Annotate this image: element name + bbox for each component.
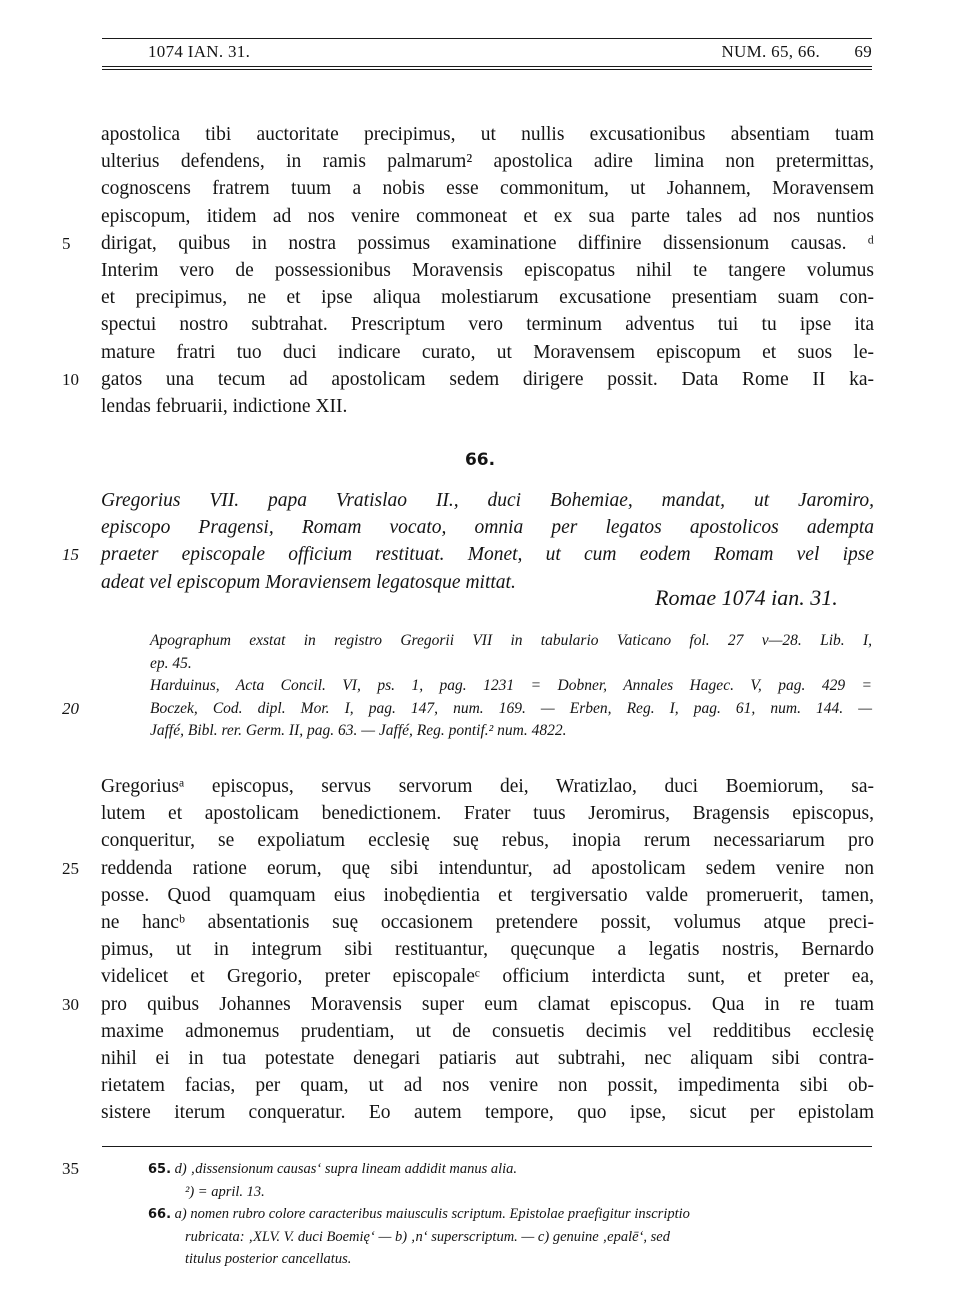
line-text: reddenda ratione eorum, quę sibi intenduntur, ad apostolicam sedem venire non	[101, 857, 874, 879]
line-number-35: 35	[62, 1159, 79, 1178]
text-line	[0, 720, 960, 743]
text-line	[0, 366, 960, 393]
text-line	[0, 311, 960, 338]
line-text: rietatem facias, per quam, ut ad nos venire non possit, impedimenta sibi ob-	[101, 1075, 874, 1097]
line-text: praeter episcopale officium restituat. Monet, ut cum eodem Romam vel ipse	[101, 544, 874, 566]
text-line	[0, 393, 960, 420]
text-line	[0, 541, 960, 568]
text-line	[0, 1099, 960, 1126]
line-text: adeat vel episcopum Moraviensem legatosque mittat.	[101, 571, 516, 593]
text-line	[0, 487, 960, 514]
text-line	[0, 936, 960, 963]
line-text: et precipimus, ne et ipse aliqua molestiarum excusatione presentiam suam con-	[101, 287, 874, 309]
text-line	[0, 175, 960, 202]
line-text: ep. 45.	[150, 654, 192, 672]
header-top-rule	[102, 38, 872, 39]
footnote-66-a	[148, 1203, 872, 1227]
footnotes	[0, 1158, 960, 1271]
doc66-date: Romae 1074 ian. 31.	[655, 585, 838, 610]
text-line	[0, 827, 960, 854]
line-text: posse. Quod quamquam eius inobędientia et tergiversatio valde promeruerit, tamen,	[101, 884, 874, 906]
text-line	[0, 514, 960, 541]
text-line	[0, 855, 960, 882]
line-text: lendas februarii, indictione XII.	[101, 395, 348, 417]
line-text: apostolica tibi auctoritate precipimus, ut nullis excusationibus absentiam tuam	[101, 124, 874, 145]
footnote-66-a-text: a) nomen rubro colore caracteribus maiusculis scriptum. Epistolae praefigitur inscriptio	[174, 1206, 690, 1222]
line-text: videlicet et Gregorio, preter episcopaleᶜ officium interdicta sunt, et preter ea,	[101, 966, 874, 988]
line-text: Gregorius VII. papa Vratislao II., duci Bohemiae, mandat, ut Jaromiro,	[101, 490, 874, 511]
doc66-sources	[0, 630, 960, 743]
text-line	[0, 653, 960, 676]
line-number: 20	[62, 698, 79, 718]
footnote-rule	[102, 1146, 872, 1147]
text-line	[0, 800, 960, 827]
line-text: spectui nostro subtrahat. Prescriptum vero terminum adventus tui tu ipse ita	[101, 314, 874, 336]
header-bottom-rule-2	[102, 69, 872, 70]
doc65-text-block	[0, 121, 960, 420]
line-text: lutem et apostolicam benedictionem. Frater tuus Jeromirus, Bragensis episcopus,	[101, 803, 874, 825]
line-text: conqueritur, se expoliatum ecclesię suę rebus, inopia rerum necessariarum pro	[101, 830, 874, 852]
header-doc-numbers: NUM. 65, 66.	[721, 42, 820, 61]
line-text: dirigat, quibus in nostra possimus examinatione diffinire dissensionum causas. ᵈ	[101, 232, 874, 254]
line-text: ne hancᵇ absentationis suę occasionem pretendere possit, volumus atque preci-	[101, 911, 874, 933]
line-number: 25	[62, 858, 79, 878]
line-number: 30	[62, 994, 79, 1014]
text-line	[0, 1018, 960, 1045]
footnote-65-a	[148, 1158, 872, 1182]
text-line	[0, 148, 960, 175]
text-line	[0, 882, 960, 909]
line-text: episcopo Pragensi, Romam vocato, omnia per legatos apostolicos adempta	[101, 517, 874, 539]
text-line	[0, 698, 960, 721]
text-line	[0, 773, 960, 800]
text-line	[0, 339, 960, 366]
footnote-65-label: 65.	[148, 1162, 172, 1177]
line-text: pimus, ut in integrum sibi restituantur, quęcunque a legatis nostris, Bernardo	[101, 939, 874, 961]
text-line	[0, 284, 960, 311]
line-text: sistere iterum conqueratur. Eo autem tempore, quo ipse, sicut per epistolam	[101, 1102, 874, 1124]
running-header	[148, 42, 872, 68]
doc66-text-block	[0, 773, 960, 1126]
text-line	[0, 630, 960, 653]
line-text: gatos una tecum ad apostolicam sedem dirigere possit. Data Rome II ka-	[101, 368, 874, 390]
text-line	[0, 121, 960, 148]
line-text: ulterius defendens, in ramis palmarum² apostolica adire limina non pretermittas,	[101, 151, 874, 173]
text-line	[0, 1045, 960, 1072]
line-text: nihil ei in tua potestate denegari patiaris aut subtrahi, nec aliquam sibi contra-	[101, 1047, 874, 1069]
doc66-summary	[0, 487, 960, 596]
document-number: 66.	[464, 450, 496, 470]
line-text: cognoscens fratrem tuum a nobis esse commonitum, ut Johannem, Moravensem	[101, 178, 874, 200]
footnote-66-label: 66.	[148, 1207, 172, 1222]
line-text: Harduinus, Acta Concil. VI, ps. 1, pag. 1231 = Dobner, Annales Hagec. V, pag. 429 =	[150, 677, 872, 694]
text-line	[0, 963, 960, 990]
header-date: 1074 IAN. 31.	[148, 42, 251, 61]
line-text: pro quibus Johannes Moravensis super eum clamat episcopus. Qua in re tuam	[101, 993, 874, 1015]
line-text: mature fratri tuo duci indicare curato, ut Moravensem episcopum et suos le-	[101, 341, 874, 363]
text-line	[0, 257, 960, 284]
line-text: Boczek, Cod. dipl. Mor. I, pag. 147, num. 169. — Erben, Reg. I, pag. 61, num. 144. —	[150, 699, 872, 717]
text-line	[0, 1072, 960, 1099]
footnote-65-a-text: d) ‚dissensionum causas‘ supra lineam addidit manus alia.	[174, 1161, 518, 1177]
text-line	[0, 203, 960, 230]
line-number: 5	[62, 233, 71, 253]
line-number: 15	[62, 545, 79, 565]
line-text: Apographum exstat in registro Gregorii VII in tabulario Vaticano fol. 27 v—28. Lib. I,	[150, 632, 872, 649]
footnote-65-b: ²) = april. 13.	[185, 1183, 265, 1200]
footnote-66-c: titulus posterior cancellatus.	[185, 1251, 352, 1267]
line-text: Interim vero de possessionibus Moravensis episcopatus nihil te tangere volumus	[101, 259, 874, 281]
line-text: Jaffé, Bibl. rer. Germ. II, pag. 63. — Jaffé, Reg. pontif.² num. 4822.	[150, 722, 567, 739]
text-line	[0, 230, 960, 257]
text-line	[0, 991, 960, 1018]
text-line	[0, 909, 960, 936]
line-number: 10	[62, 369, 79, 389]
header-bottom-rule	[102, 66, 872, 67]
line-text: Gregoriusᵃ episcopus, servus servorum dei, Wratizlao, duci Boemiorum, sa-	[101, 776, 874, 797]
text-line	[0, 675, 960, 698]
page-number: 69	[854, 42, 872, 61]
line-text: maxime admonemus prudentiam, ut de consuetis decimis vel redditibus ecclesię	[101, 1020, 874, 1042]
line-text: episcopum, itidem ad nos venire commoneat et ex sua parte tales ad nos nuntios	[101, 205, 874, 227]
footnote-66-b: rubricata: ‚XLV. V. duci Boemię‘ — b) ‚n‘ superscriptum. — c) genuine ‚epalē‘, sed	[185, 1228, 670, 1245]
